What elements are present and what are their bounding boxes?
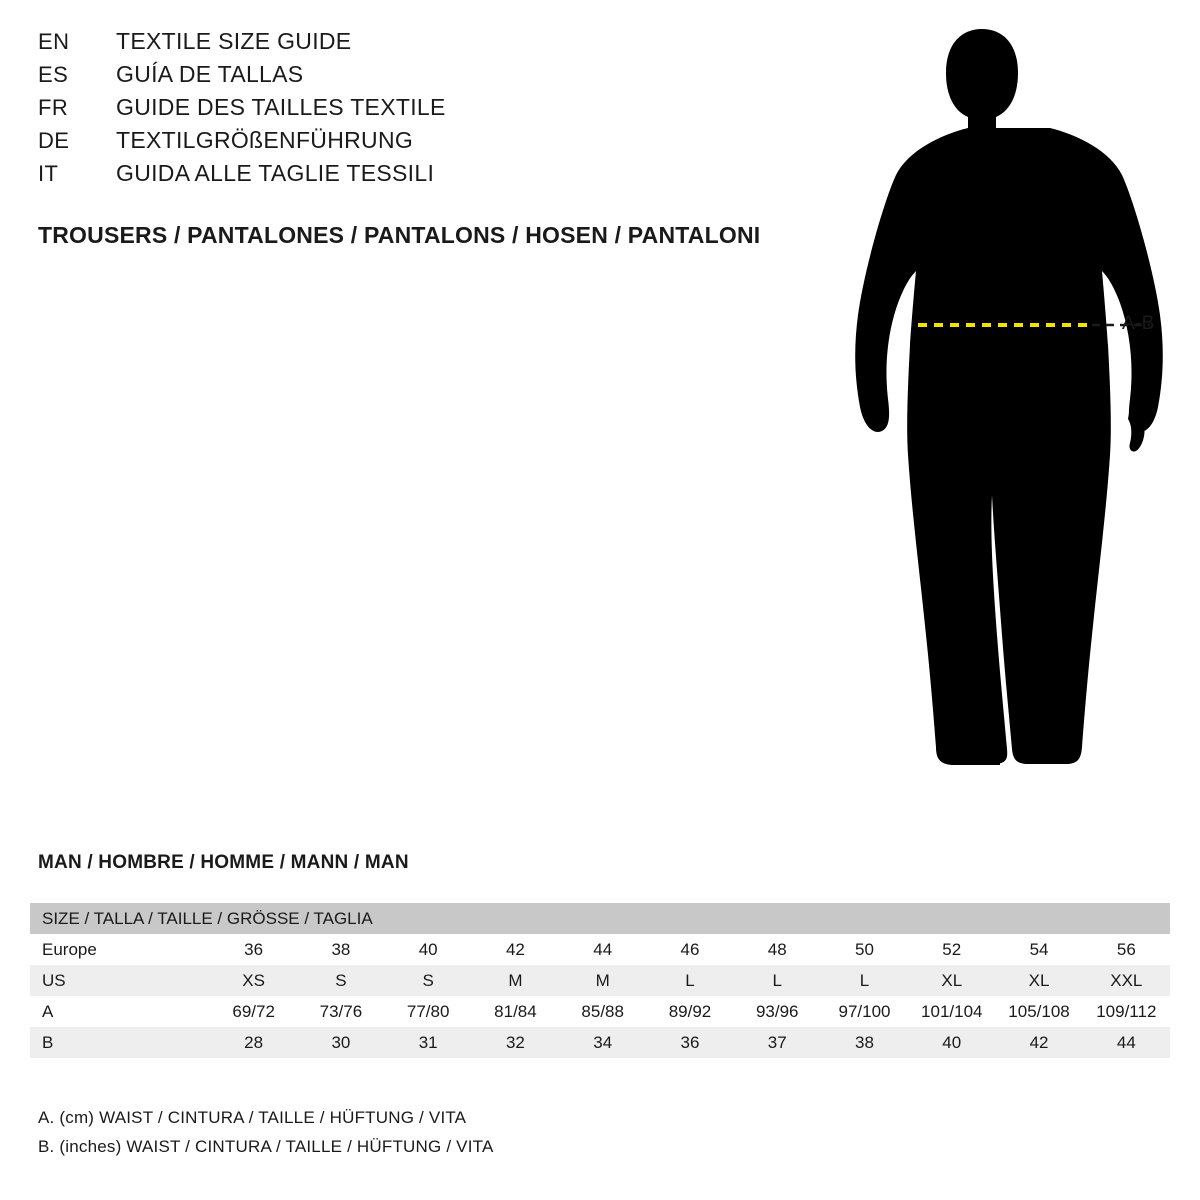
size-table [30, 903, 1170, 1058]
row-label-b: B [42, 1032, 54, 1052]
cell: 44 [593, 939, 613, 959]
cell: 36 [244, 939, 264, 959]
cell: 42 [1029, 1032, 1049, 1052]
language-row-en [38, 28, 798, 61]
cell: 73/76 [319, 1001, 363, 1021]
cell: L [685, 970, 695, 990]
cell: 28 [244, 1032, 264, 1052]
cell: XXL [1110, 970, 1143, 990]
cell: 105/108 [1008, 1001, 1070, 1021]
cell: 40 [942, 1032, 962, 1052]
cell: 30 [331, 1032, 351, 1052]
cell: 31 [418, 1032, 438, 1052]
measure-label-ab: A-B [1122, 313, 1155, 334]
cell: M [595, 970, 610, 990]
language-text-it: GUIDA ALLE TAGLIE TESSILI [116, 160, 435, 186]
cell: XS [242, 970, 265, 990]
row-label-us: US [42, 970, 66, 990]
cell: L [772, 970, 782, 990]
language-code-it: IT [38, 161, 59, 186]
cell: M [508, 970, 523, 990]
footnotes [38, 1108, 494, 1166]
language-code-de: DE [38, 128, 70, 153]
cell: 40 [418, 939, 438, 959]
table-header-label: SIZE / TALLA / TAILLE / GRÖSSE / TAGLIA [30, 903, 1170, 934]
cell: 52 [942, 939, 962, 959]
language-row-fr [38, 94, 798, 127]
cell: 109/112 [1096, 1001, 1157, 1021]
language-row-it [38, 160, 798, 193]
table-header-row [30, 903, 1170, 934]
language-row-de [38, 127, 798, 160]
garment-type-title: TROUSERS / PANTALONES / PANTALONS / HOSEN / PANTALONI [38, 222, 761, 248]
table-row [30, 996, 1170, 1027]
cell: 36 [680, 1032, 700, 1052]
cell: 34 [593, 1032, 613, 1052]
figure-illustration [800, 15, 1200, 805]
cell: 101/104 [921, 1001, 983, 1021]
cell: 42 [505, 939, 525, 959]
language-text-de: TEXTILGRÖßENFÜHRUNG [116, 127, 414, 153]
cell: 85/88 [581, 1001, 624, 1021]
language-row-es [38, 61, 798, 94]
footnote-a: A. (cm) WAIST / CINTURA / TAILLE / HÜFTUNG / VITA [38, 1108, 467, 1127]
table-section-title: MAN / HOMBRE / HOMME / MANN / MAN [38, 852, 409, 873]
language-header [38, 28, 798, 193]
language-code-en: EN [38, 29, 70, 54]
cell: 89/92 [668, 1001, 712, 1021]
cell: 97/100 [838, 1001, 891, 1021]
cell: 77/80 [406, 1001, 450, 1021]
cell: 38 [855, 1032, 874, 1052]
cell: 38 [331, 939, 351, 959]
table-row [30, 1027, 1170, 1058]
row-label-a: A [42, 1001, 54, 1021]
language-text-en: TEXTILE SIZE GUIDE [116, 28, 352, 54]
cell: 50 [855, 939, 874, 959]
cell: 69/72 [232, 1001, 275, 1021]
cell: 81/84 [494, 1001, 537, 1021]
cell: 93/96 [755, 1001, 799, 1021]
man-silhouette-icon [800, 15, 1200, 805]
table-row [30, 965, 1170, 996]
language-code-fr: FR [38, 95, 69, 120]
row-label-europe: Europe [42, 939, 97, 959]
cell: XL [941, 970, 963, 990]
cell: L [859, 970, 870, 990]
cell: 46 [680, 939, 700, 959]
cell: 32 [505, 1032, 525, 1052]
cell: 48 [767, 939, 787, 959]
cell: 54 [1029, 939, 1049, 959]
language-text-fr: GUIDE DES TAILLES TEXTILE [116, 94, 446, 120]
cell: 44 [1116, 1032, 1136, 1052]
cell: S [335, 970, 347, 990]
language-text-es: GUÍA DE TALLAS [116, 61, 304, 87]
cell: 37 [767, 1032, 787, 1052]
cell: S [422, 970, 434, 990]
table-row [30, 934, 1170, 965]
cell: XL [1028, 970, 1050, 990]
cell: 56 [1116, 939, 1136, 959]
footnote-b: B. (inches) WAIST / CINTURA / TAILLE / HÜFTUNG / VITA [38, 1137, 494, 1156]
language-code-es: ES [38, 62, 69, 87]
